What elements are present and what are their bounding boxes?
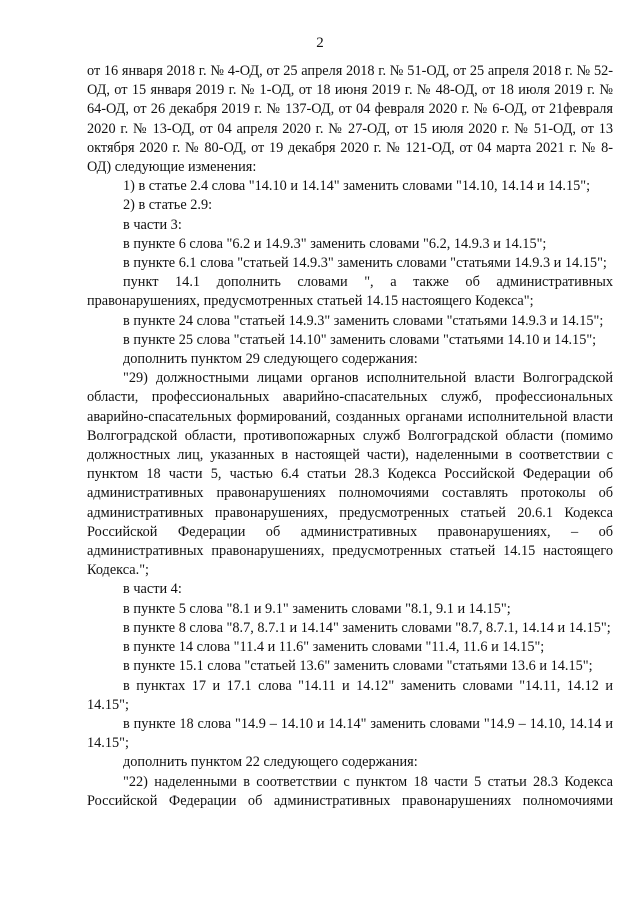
- paragraph: в пункте 18 слова "14.9 – 14.10 и 14.14" заменить словами "14.9 – 14.10, 14.14 и 14.15";: [87, 715, 613, 752]
- paragraph: в пункте 25 слова "статьей 14.10" заменить словами "статьями 14.10 и 14.15";: [123, 331, 597, 348]
- paragraph: в пункте 6 слова "6.2 и 14.9.3" заменить словами "6.2, 14.9.3 и 14.15";: [123, 235, 547, 252]
- paragraph: от 16 января 2018 г. № 4-ОД, от 25 апреля 2018 г. № 51-ОД, от 25 апреля 2018 г. № 52-ОД, от 15 января 2019 г. № 1-ОД, от 18 июня 2019 г. № 48-ОД, от 18 июля 2019 г. № 64-ОД, от 26 декабря 2019 г. № 137-ОД, от 04 февраля 2020 г. № 6-ОД, от 21февраля 2020 г. № 13-ОД, от 04 апреля 2020 г. № 27-ОД, от 15 июля 2020 г. № 51-ОД, от 13 октября 2020 г. № 80-ОД, от 19 декабря 2020 г. № 121-ОД, от 04 марта 2021 г. № 8-ОД) следующие изменения:: [87, 63, 613, 176]
- paragraph: в пункте 5 слова "8.1 и 9.1" заменить словами "8.1, 9.1 и 14.15";: [123, 600, 511, 617]
- paragraph: в пункте 8 слова "8.7, 8.7.1 и 14.14" заменить словами "8.7, 8.7.1, 14.14 и 14.15";: [123, 619, 611, 636]
- document-body: [87, 62, 613, 811]
- paragraph: в пункте 24 слова "статьей 14.9.3" заменить словами "статьями 14.9.3 и 14.15";: [123, 312, 604, 329]
- paragraph: в части 4:: [123, 581, 182, 598]
- paragraph: пункт 14.1 дополнить словами ", а также об административных правонарушениях, предусмотренных статьей 14.15 настоящего Кодекса";: [87, 274, 613, 310]
- page-number: 2: [316, 35, 324, 51]
- paragraph: дополнить пунктом 29 следующего содержания:: [123, 351, 418, 368]
- paragraph: в пунктах 17 и 17.1 слова "14.11 и 14.12" заменить словами "14.11, 14.12 и 14.15";: [87, 677, 613, 713]
- paragraph: 1) в статье 2.4 слова "14.10 и 14.14" заменить словами "14.10, 14.14 и 14.15";: [123, 178, 591, 195]
- paragraph: дополнить пунктом 22 следующего содержания:: [123, 754, 418, 771]
- paragraph: в пункте 14 слова "11.4 и 11.6" заменить словами "11.4, 11.6 и 14.15";: [123, 639, 545, 656]
- paragraph: "22) наделенными в соответствии с пунктом 18 части 5 статьи 28.3 Кодекса Российской Федерации об административных правонарушениях полномочиями: [87, 773, 613, 809]
- paragraph: "29) должностными лицами органов исполнительной власти Волгоградской области, профессиональных аварийно-спасательных служб, профессиональных аварийно-спасательных формирований, созданных органами исполнительной власти Волгоградской области, противопожарных служб Волгоградской области (помимо должностных лиц, указанных в настоящей части), наделенными в соответствии с пунктом 18 части 5, частью 6.4 статьи 28.3 Кодекса Российской Федерации об административных правонарушениях полномочиями составлять протоколы об административных правонарушениях, предусмотренных статьей 20.6.1 Кодекса Российской Федерации об административных правонарушениях, – об административных правонарушениях, предусмотренных статьей 14.15 настоящего Кодекса.";: [87, 370, 613, 579]
- paragraph: 2) в статье 2.9:: [123, 197, 213, 214]
- paragraph: в пункте 6.1 слова "статьей 14.9.3" заменить словами "статьями 14.9.3 и 14.15";: [123, 255, 607, 272]
- paragraph: в пункте 15.1 слова "статьей 13.6" заменить словами "статьями 13.6 и 14.15";: [123, 658, 593, 675]
- paragraph: в части 3:: [123, 216, 182, 233]
